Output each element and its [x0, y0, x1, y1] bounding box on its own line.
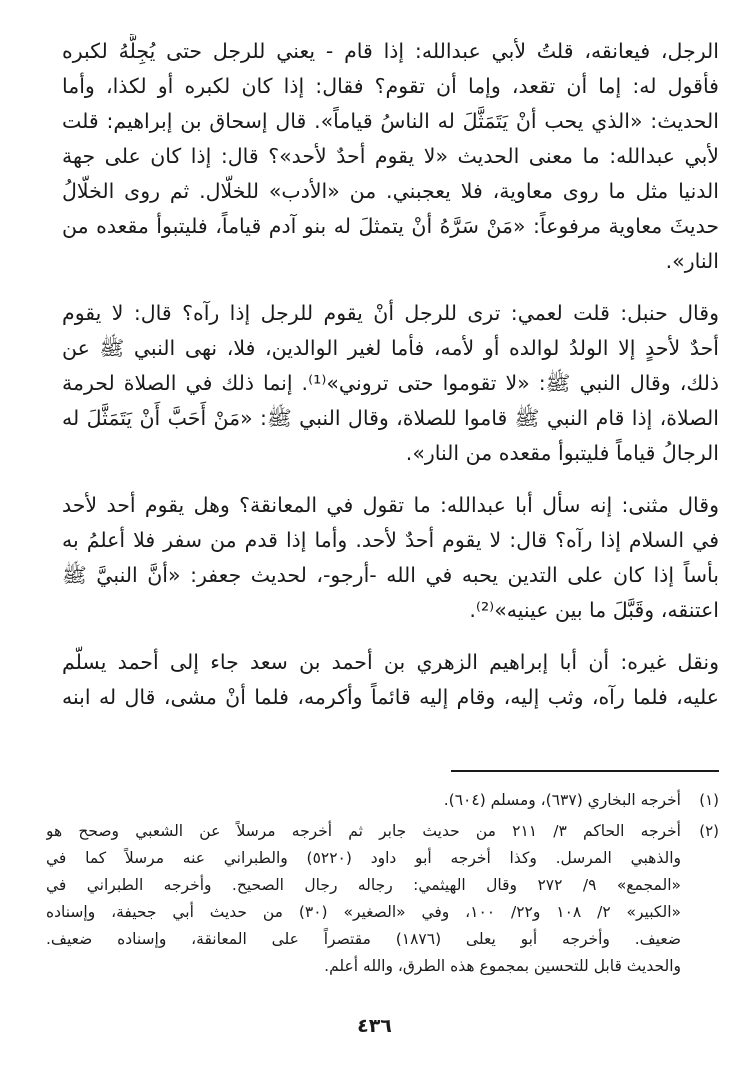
paragraph	[62, 34, 719, 279]
footnote-separator	[451, 770, 719, 772]
text-line: وقال مثنى: إنه سأل أبا عبدالله: ما تقول في المعانقة؟ وهل يقوم أحد لأحد	[62, 493, 719, 517]
paragraph	[62, 645, 719, 715]
footnote	[46, 787, 719, 814]
footnote-text	[46, 787, 681, 814]
paragraph	[62, 296, 719, 471]
text-line: الرجالُ قياماً فليتبوأ مقعده من النار».	[405, 441, 719, 465]
footnote-line: «الكبير» ٢/ ١٠٨ و٢٢/ ١٠٠، وفي «الصغير» (٣٠) من حديث أبي جحيفة، وإسناده	[46, 903, 681, 921]
footnote-line: أخرجه البخاري (٦٣٧)، ومسلم (٦٠٤).	[443, 791, 681, 809]
footnote-line: أخرجه الحاكم ٣/ ٢١١ من حديث جابر ثم أخرجه مرسلاً عن الشعبي وصحح هو	[46, 822, 681, 840]
text-line: وقال حنبل: قلت لعمي: ترى للرجل أنْ يقوم للرجل إذا رآه؟ قال: لا يقوم	[62, 301, 719, 325]
page-number: ٤٣٦	[357, 1015, 392, 1037]
text-line: بأساً إذا كان على التدين يحبه في الله -أرجو-، لحديث جعفر: «أنَّ النبيَّ ﷺ	[62, 563, 719, 587]
footnote-text	[46, 818, 681, 980]
footnote-number: (١)	[699, 791, 719, 809]
text-line: اعتنقه، وقَبَّلَ ما بين عينيه»⁽²⁾.	[469, 598, 719, 622]
text-line: الحديث: «الذي يحب أنْ يَتَمَثَّلَ له الناسُ قياماً». قال إسحاق بن إبراهيم: قلت	[62, 109, 719, 133]
text-line: النار».	[665, 249, 719, 273]
text-line: فأقول له: إما أن تقعد، وإما أن تقوم؟ فقال: إذا كان لكبره أو لكذا، وأما	[62, 74, 719, 98]
text-line: لأبي عبدالله: ما معنى الحديث «لا يقوم أحدٌ لأحد»؟ قال: إذا كان على جهة	[62, 144, 719, 168]
footnote-line: والذهبي المرسل. وكذا أخرجه أبو داود (٥٢٢٠) والطبراني عنه مرسلاً كما في	[46, 849, 681, 867]
text-line: الصلاة، إذا قام النبي ﷺ قاموا للصلاة، وقال النبي ﷺ: «مَنْ أَحَبَّ أَنْ يَتَمَثَّلَ له	[62, 406, 719, 430]
text-line: في السلام إذا رآه؟ قال: لا يقوم أحدٌ لأحد. وأما إذا قدم من سفر فلا أعلمُ به	[62, 528, 719, 552]
text-line: أحدٌ لأحدٍ إلا الولدُ لوالده أو لأمه، فأما لغير الوالدين، فلا، نهى النبي ﷺ عن	[62, 336, 719, 360]
text-line: ونقل غيره: أن أبا إبراهيم الزهري بن أحمد بن سعد جاء إلى أحمد يسلّم	[62, 650, 719, 674]
text-line: عليه، فلما رآه، وثب إليه، وقام إليه قائماً وأكرمه، فلما أنْ مشى، قال له ابنه	[62, 685, 719, 709]
footnote-line: والحديث قابل للتحسين بمجموع هذه الطرق، والله أعلم.	[324, 957, 681, 975]
footnote	[46, 818, 719, 980]
main-text	[62, 34, 719, 715]
paragraph	[62, 488, 719, 628]
text-line: ذلك، وقال النبي ﷺ: «لا تقوموا حتى تروني»⁽¹⁾. إنما ذلك في الصلاة لحرمة	[62, 371, 719, 395]
text-line: الرجل، فيعانقه، قلتُ لأبي عبدالله: إذا قام - يعني للرجل حتى يُجِلَّهُ لكبره	[62, 39, 719, 63]
footnotes	[46, 787, 719, 980]
text-line: الدنيا مثل ما روى معاوية، فلا يعجبني. من «الأدب» للخلّال. ثم روى الخلّالُ	[62, 179, 719, 203]
text-line: حديثَ معاوية مرفوعاً: «مَنْ سَرَّهُ أنْ يتمثلَ له بنو آدم قياماً، فليتبوأ مقعده من	[62, 214, 719, 238]
footnote-number: (٢)	[699, 822, 719, 840]
footnote-line: ضعيف. وأخرجه أبو يعلى (١٨٧٦) مقتصراً على المعانقة، وإسناده ضعيف.	[46, 930, 681, 948]
footnote-line: «المجمع» ٩/ ٢٧٢ وقال الهيثمي: رجاله رجال الصحيح. وأخرجه الطبراني في	[46, 876, 681, 894]
